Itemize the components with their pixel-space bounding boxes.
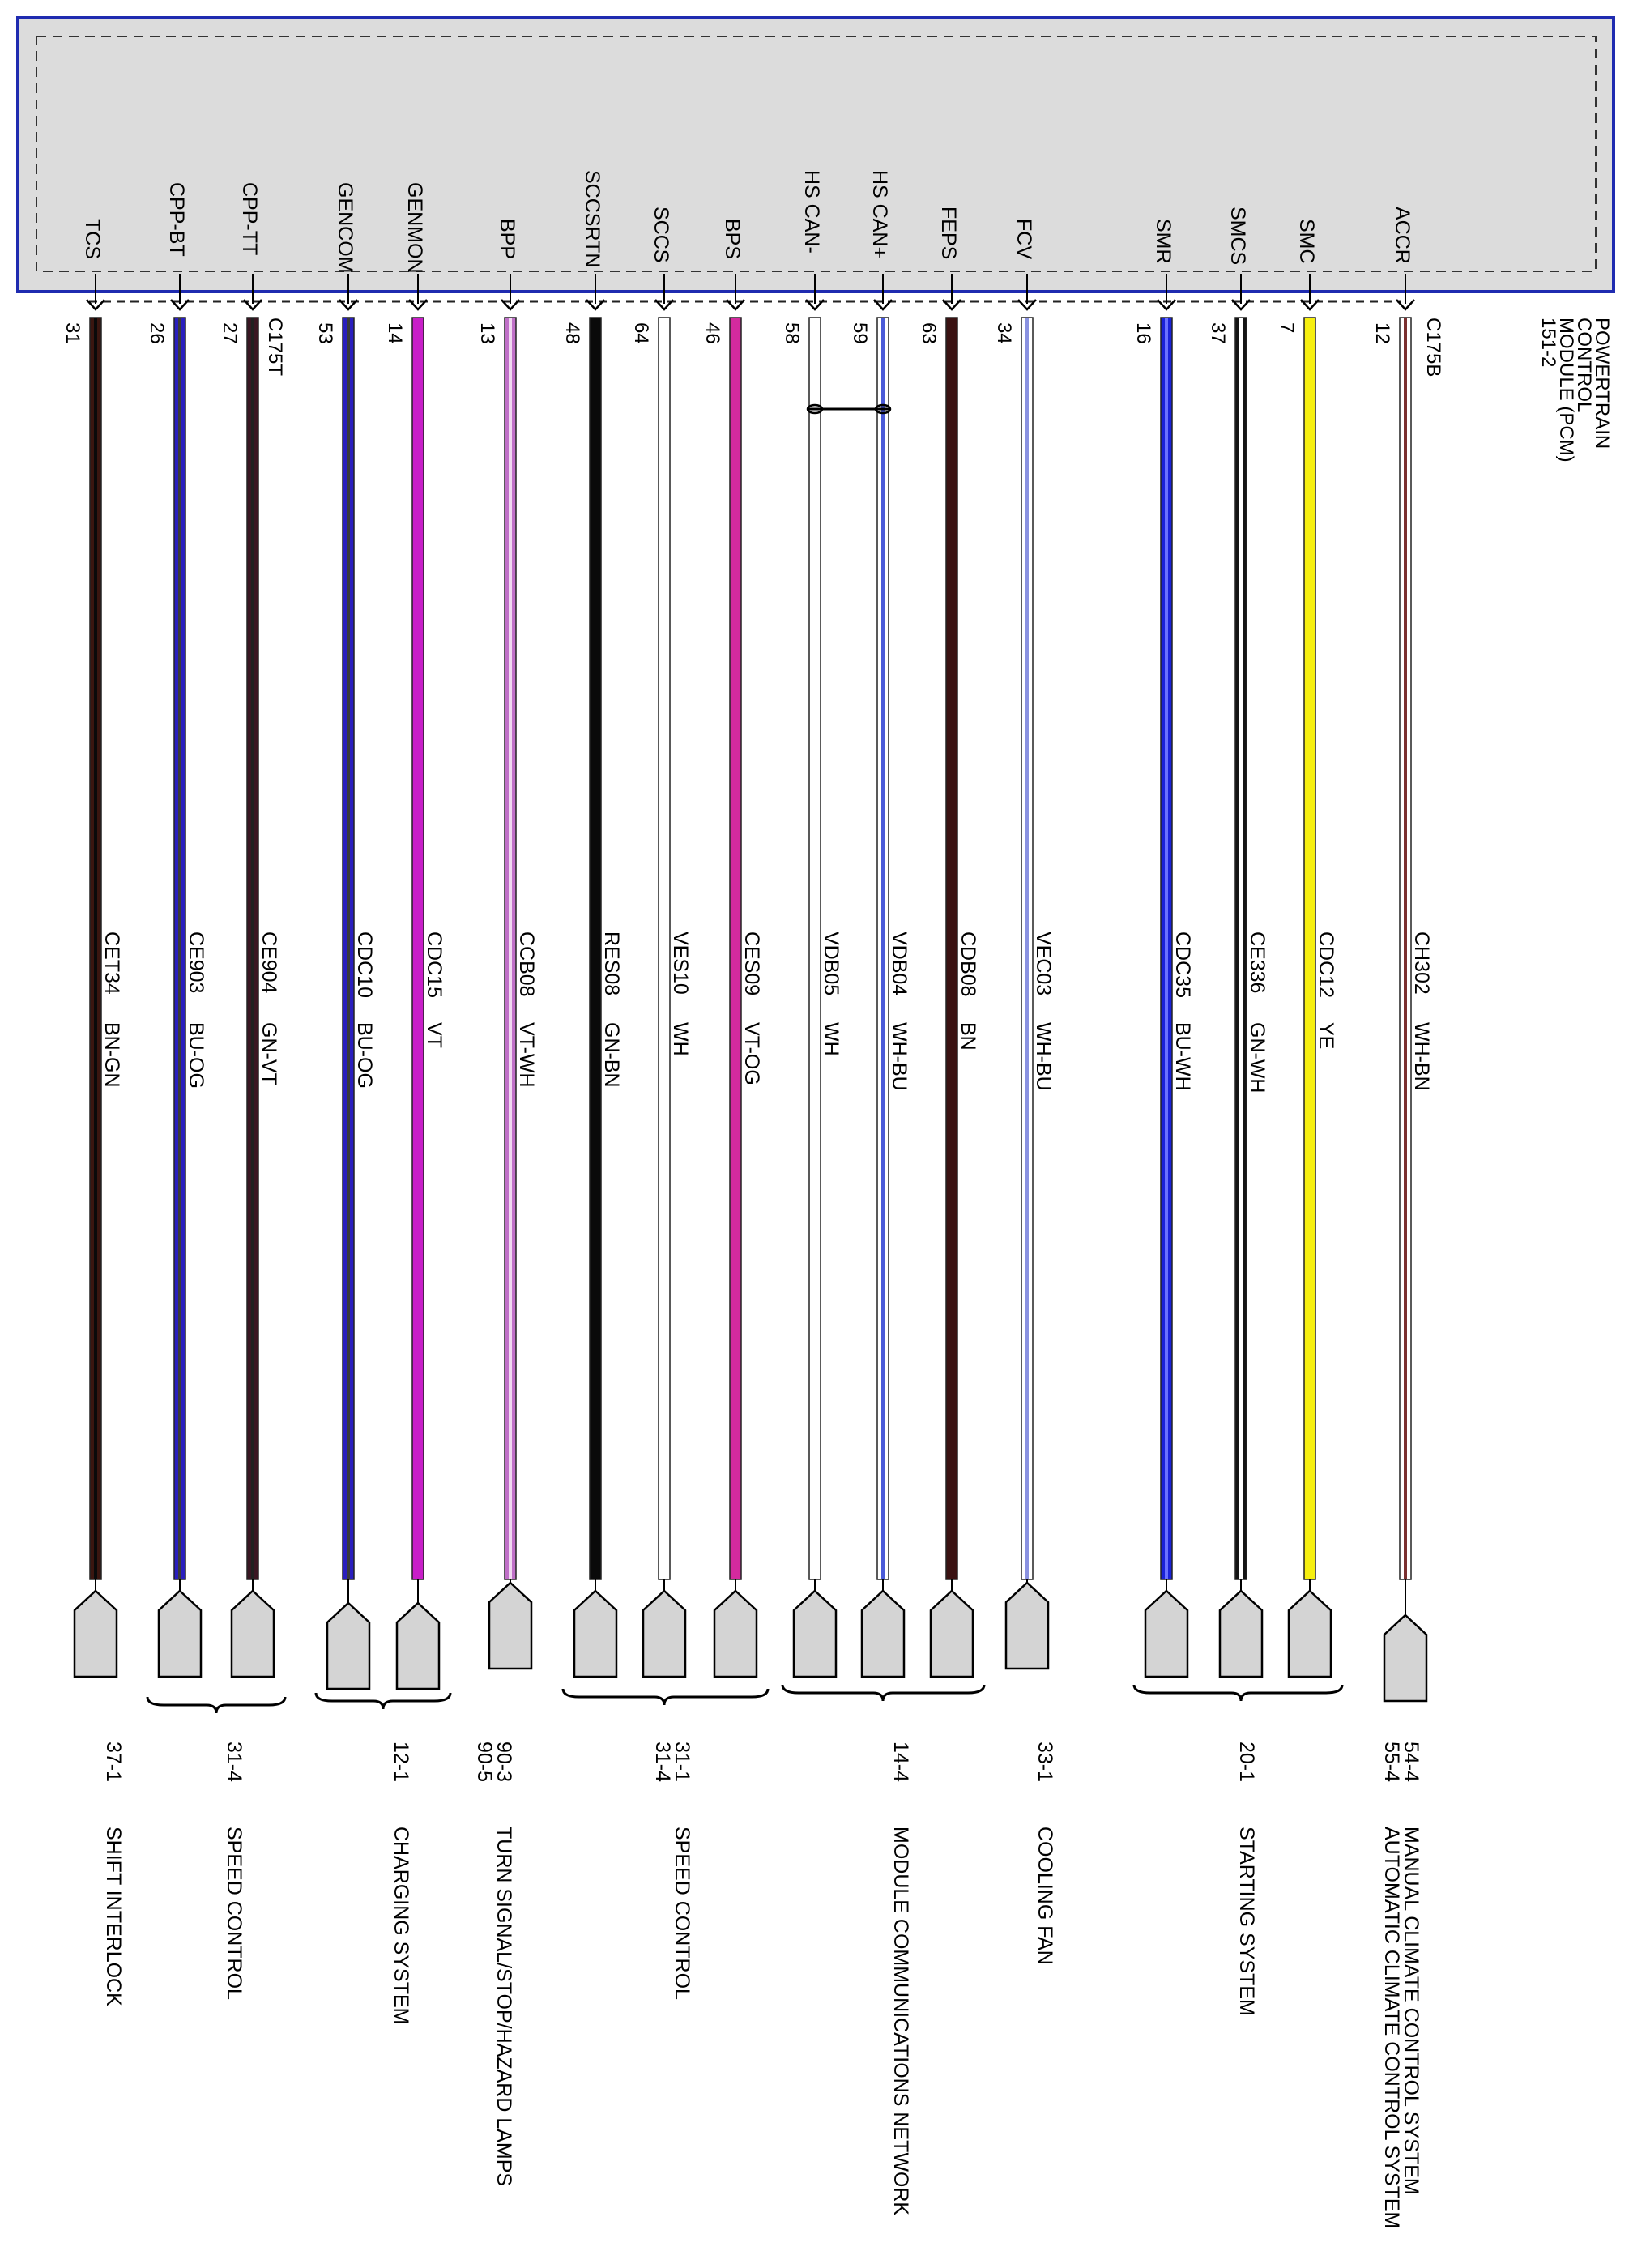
pin-name-label: SCCS [650,207,672,263]
system-group [473,1742,515,2186]
system-name-label: COOLING FAN [1034,1827,1056,1965]
connector-shape [1006,1583,1048,1669]
wire-color-label: WH-BN [1410,1022,1433,1091]
circuit-label: CDC10 [353,932,376,998]
location-reference: 90-5 [473,1742,496,1783]
group-brace [563,1689,768,1705]
wire-tcs [62,219,123,1677]
pin-name-label: SMCS [1226,207,1249,266]
connector-shape [1289,1591,1331,1677]
connector-shape [489,1583,531,1669]
pin-name-label: SMR [1152,219,1175,264]
circuit-label: CH302 [1410,932,1433,995]
pin-name-label: ACCR [1391,207,1413,264]
circuit-label: RES08 [600,932,623,996]
location-reference: 20-1 [1235,1742,1258,1783]
wire-stripe [1404,318,1407,1580]
wire-stripe [347,318,350,1580]
wire-color-label: BU-WH [1171,1022,1194,1091]
pin-name-label: FCV [1013,219,1035,259]
pin-number: 48 [561,322,583,344]
pin-number: 64 [630,322,652,344]
connector-shape [643,1591,685,1677]
circuit-label: CET34 [100,932,123,995]
connector-shape [232,1591,274,1677]
location-reference: 31-4 [651,1742,674,1783]
system-name-label: AUTOMATIC CLIMATE CONTROL SYSTEM [1380,1827,1403,2229]
connector-shape [1220,1591,1262,1677]
wire-color-label: WH-BU [888,1022,910,1091]
wires-layer [62,170,1433,1701]
location-reference: 33-1 [1034,1742,1056,1783]
wire-body [809,318,821,1580]
wire-body [412,318,424,1580]
wire-color-label: WH [820,1022,842,1056]
pin-number: 13 [476,322,498,344]
system-name-label: STARTING SYSTEM [1235,1827,1258,2016]
wire-sccsrtn [561,170,623,1677]
pin-name-label: BPS [721,219,744,260]
pin-number: 26 [146,322,168,344]
connector-shape [794,1591,836,1677]
wire-stripe [94,318,97,1580]
connector-shape [1145,1591,1187,1677]
system-group [1034,1742,1056,1965]
location-reference: 14-4 [889,1742,912,1783]
wire-gencom [314,182,376,1689]
wire-stripe [509,318,512,1580]
circuit-label: CE904 [258,932,280,994]
pin-name-label: SCCSRTN [581,170,603,268]
circuit-label: CCB08 [515,932,538,997]
group-brace [782,1685,984,1701]
wire-fcv [993,219,1055,1669]
group-brace [147,1697,285,1713]
pin-name-label: GENMON [403,182,426,274]
system-group [782,1685,984,2215]
wire-color-label: GN-BN [600,1022,623,1088]
pin-name-label: HS CAN- [800,170,823,254]
group-brace [316,1693,450,1709]
wire-color-label: GN-WH [1246,1022,1268,1094]
location-reference: 31-1 [671,1742,693,1783]
pin-name-label: CPP-BT [165,182,188,257]
wire-stripe [881,318,885,1580]
connector-shape [574,1591,616,1677]
circuit-label: CE336 [1246,932,1268,994]
pin-name-label: GENCOM [334,182,356,274]
pin-number: 53 [314,322,336,344]
connector-shape [714,1591,757,1677]
location-reference: 54-4 [1400,1742,1422,1783]
wire-cpp-bt [146,182,207,1677]
circuit-label: CDC12 [1315,932,1337,998]
module-label-line-1: POWERTRAIN [1591,318,1613,450]
pin-name-label: FEPS [937,207,960,260]
wire-body [659,318,670,1580]
circuit-label: VEC03 [1032,932,1055,996]
wire-sccs [630,207,692,1677]
groups-layer [102,1685,1422,2228]
system-group [563,1689,768,2000]
pin-number: 46 [701,322,723,344]
connector-shape [862,1591,904,1677]
wire-color-label: YE [1315,1022,1337,1050]
wire-smc [1276,219,1337,1677]
system-group [1380,1742,1422,2228]
connector-shape [75,1591,117,1677]
system-name-label: SHIFT INTERLOCK [102,1827,125,2006]
system-group [147,1697,285,2000]
circuit-label: CES09 [740,932,763,996]
wire-body [1304,318,1315,1580]
connector-shape [159,1591,201,1677]
pin-name-label: SMC [1295,219,1318,264]
wire-accr [1371,207,1433,1701]
connector-shape [327,1603,369,1689]
circuit-label: CDC35 [1171,932,1194,998]
wire-smr [1132,219,1194,1677]
pin-name-label: CPP-TT [238,182,261,256]
wire-color-label: WH-BU [1032,1022,1055,1091]
system-name-label: TURN SIGNAL/STOP/HAZARD LAMPS [492,1827,515,2187]
wire-bps [701,219,763,1677]
circuit-label: CE903 [185,932,207,994]
location-reference: 90-3 [492,1742,515,1783]
module-label-line-2: CONTROL [1573,318,1595,413]
connector-label-c175t: C175T [264,318,286,377]
wire-body [730,318,741,1580]
wire-smcs [1207,207,1268,1677]
system-group [102,1742,125,2006]
module-label-line-3: MODULE (PCM) [1555,318,1577,463]
circuit-label: CDC15 [423,932,446,998]
twisted-pair-marker [808,405,891,413]
pin-number: 31 [62,322,83,344]
wire-stripe [1165,318,1168,1580]
connector-shape [397,1603,439,1689]
module-label-line-4: 151-2 [1537,318,1559,368]
system-name-label: SPEED CONTROL [671,1827,693,2000]
circuit-label: VDB04 [888,932,910,996]
pin-number: 59 [849,322,871,344]
wire-stripe [1239,318,1243,1580]
wire-stripe [178,318,181,1580]
wire-body [946,318,957,1580]
location-reference: 55-4 [1380,1742,1403,1783]
location-reference: 31-4 [223,1742,245,1783]
pin-number: 34 [993,322,1015,344]
system-name-label: CHARGING SYSTEM [390,1827,412,2025]
wire-color-label: BU-OG [353,1022,376,1089]
pin-number: 12 [1371,322,1393,344]
wire-bpp [476,219,538,1669]
system-name-label: SPEED CONTROL [223,1827,245,2000]
connector-label-c175b: C175B [1422,318,1444,377]
connector-shape [1384,1615,1426,1701]
pin-name-label: TCS [81,219,104,259]
wire-feps [918,207,979,1677]
system-name-label: MANUAL CLIMATE CONTROL SYSTEM [1400,1827,1422,2195]
pin-name-label: HS CAN+ [868,170,891,259]
circuit-label: CDB08 [957,932,979,997]
system-group [316,1693,450,2024]
wire-genmon [384,182,446,1689]
pin-number: 27 [219,322,241,344]
location-reference: 37-1 [102,1742,125,1783]
wire-stripe [251,318,254,1580]
wire-hs-can- [781,170,842,1677]
wire-color-label: BN [957,1022,979,1051]
system-group [1134,1685,1342,2016]
wire-color-label: GN-VT [258,1022,280,1085]
pin-number: 14 [384,322,406,344]
connector-shape [931,1591,973,1677]
pin-number: 16 [1132,322,1154,344]
wire-color-label: BU-OG [185,1022,207,1089]
pin-number: 63 [918,322,940,344]
wire-color-label: BN-GN [100,1022,123,1088]
pin-name-label: BPP [496,219,518,260]
system-name-label: MODULE COMMUNICATIONS NETWORK [889,1827,912,2216]
wire-stripe [1025,318,1029,1580]
circuit-label: VES10 [669,932,692,995]
group-brace [1134,1685,1342,1701]
wire-cpp-tt [219,182,280,1677]
pin-number: 37 [1207,322,1229,344]
wire-color-label: WH [669,1022,692,1056]
location-reference: 12-1 [390,1742,412,1783]
wire-color-label: VT-WH [515,1022,538,1088]
wire-body [590,318,601,1580]
wire-color-label: VT [423,1022,446,1048]
circuit-label: VDB05 [820,932,842,996]
pin-number: 58 [781,322,803,344]
wire-hs-can- [849,170,910,1677]
wire-color-label: VT-OG [740,1022,763,1085]
pin-number: 7 [1276,322,1298,334]
